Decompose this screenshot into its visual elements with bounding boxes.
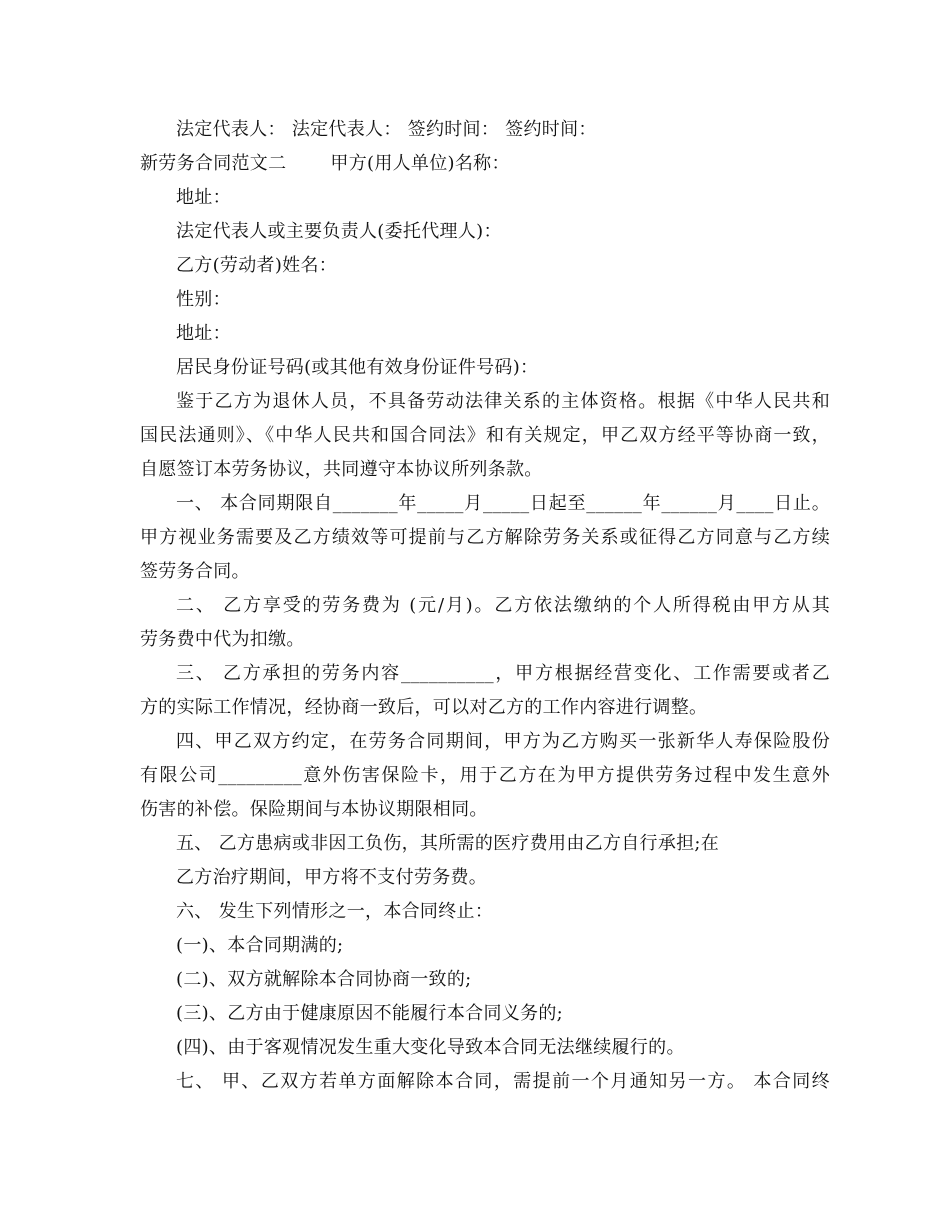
clause-4-line-3: 伤害的补偿。保险期间与本协议期限相同。: [140, 799, 488, 820]
preamble-line-3: 自愿签订本劳务协议，共同遵守本协议所列条款。: [140, 459, 543, 480]
party-b-gender-label: 性别：: [176, 289, 231, 310]
clause-3-line-2: 方的实际工作情况，经协商一致后，可以对乙方的工作内容进行调整。: [140, 697, 708, 718]
clause-4-line-2: 有限公司_________意外伤害保险卡，用于乙方在为甲方提供劳务过程中发生意外: [140, 765, 830, 786]
clause-6-item-3: (三)、乙方由于健康原因不能履行本合同义务的;: [176, 1003, 564, 1024]
clause-2-line-2: 劳务费中代为扣缴。: [140, 629, 305, 650]
clause-3-line-1: 三、 乙方承担的劳务内容__________，甲方根据经营变化、工作需要或者乙: [176, 663, 830, 684]
clause-6-item-4: (四)、由于客观情况发生重大变化导致本合同无法继续履行的。: [176, 1037, 685, 1058]
preamble-line-2: 国民法通则》、《中华人民共和国合同法》和有关规定，甲乙双方经平等协商一致，: [140, 425, 830, 446]
clause-5-line-2: 乙方治疗期间，甲方将不支付劳务费。: [176, 867, 488, 888]
party-b-name-label: 乙方(劳动者)姓名：: [176, 255, 338, 276]
clause-6-item-2: (二)、双方就解除本合同协商一致的;: [176, 969, 472, 990]
clause-5-line-1: 五、 乙方患病或非因工负伤，其所需的医疗费用由乙方自行承担;在: [176, 833, 720, 854]
clause-1-line-2: 甲方视业务需要及乙方绩效等可提前与乙方解除劳务关系或征得乙方同意与乙方续: [140, 527, 830, 548]
clause-1-line-1: 一、 本合同期限自_______年_____月_____日起至______年______月____日止。: [176, 493, 830, 514]
document-subtitle-row: [140, 152, 830, 176]
clause-2-line-1: 二、 乙方享受的劳务费为 (元/月)。乙方依法缴纳的个人所得税由甲方从其: [176, 595, 830, 616]
clause-6-heading: 六、 发生下列情形之一，本合同终止：: [176, 901, 494, 922]
clause-4-line-1: 四、甲乙双方约定，在劳务合同期间，甲方为乙方购买一张新华人寿保险股份: [176, 731, 830, 752]
party-a-address-label: 地址：: [176, 187, 231, 208]
document-subtitle: 新劳务合同范文二: [140, 153, 287, 174]
clause-6-item-1: (一)、本合同期满的;: [176, 935, 344, 956]
party-a-name-label: 甲方(用人单位)名称：: [330, 153, 510, 174]
party-b-address-label: 地址：: [176, 323, 231, 344]
preamble-line-1: 鉴于乙方为退休人员，不具备劳动法律关系的主体资格。根据《中华人民共和: [176, 391, 830, 412]
clause-1-line-3: 签劳务合同。: [140, 561, 250, 582]
clause-7-line-1: 七、 甲、乙双方若单方面解除本合同，需提前一个月通知另一方。 本合同终: [176, 1071, 830, 1092]
signature-line: 法定代表人： 法定代表人： 签约时间： 签约时间：: [176, 119, 597, 140]
party-b-id-label: 居民身份证号码(或其他有效身份证件号码)：: [176, 357, 539, 378]
party-a-representative-label: 法定代表人或主要负责人(委托代理人)：: [176, 221, 502, 242]
